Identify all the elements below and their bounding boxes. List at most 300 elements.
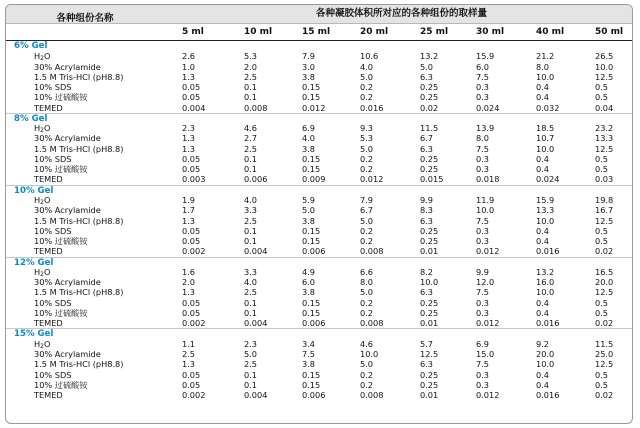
table-cell: 0.2: [360, 379, 374, 390]
table-cell: 0.3: [476, 92, 490, 103]
table-cell: 0.004: [244, 390, 268, 401]
table-cell: 0.2: [360, 225, 374, 236]
table-row: [6, 349, 632, 359]
table-cell: 9.9: [476, 266, 490, 277]
component-label: $H_2O$: [34, 338, 51, 350]
volume-columns-header: [6, 24, 632, 41]
table-cell: 0.1: [244, 297, 258, 308]
table-cell: 0.012: [476, 390, 500, 401]
table-cell: 8.0: [536, 61, 550, 72]
table-row: [6, 92, 632, 102]
table-cell: 0.4: [536, 225, 550, 236]
table-cell: 0.05: [182, 307, 201, 318]
table-cell: 0.1: [244, 153, 258, 164]
table-cell: 6.7: [360, 205, 374, 216]
table-cell: 7.9: [360, 194, 374, 205]
table-cell: 0.3: [476, 236, 490, 247]
component-label: TEMED: [34, 174, 63, 185]
table-cell: 0.012: [476, 318, 500, 329]
component-label: $H_2O$: [34, 266, 51, 278]
table-cell: 1.7: [182, 205, 196, 216]
table-cell: 12.5: [595, 215, 614, 226]
table-row: [6, 62, 632, 72]
table-cell: 3.4: [302, 338, 316, 349]
table-cell: 7.5: [476, 359, 490, 370]
component-label: 10% 过硫酸铵: [34, 92, 88, 103]
table-cell: 0.03: [595, 174, 614, 185]
table-cell: 6.0: [476, 61, 490, 72]
table-cell: 0.016: [360, 102, 384, 113]
table-cell: 5.7: [420, 338, 434, 349]
table-cell: 4.9: [302, 266, 316, 277]
table-cell: 25.0: [595, 348, 614, 359]
table-cell: 0.4: [536, 379, 550, 390]
table-cell: 18.5: [536, 123, 555, 134]
table-cell: 5.0: [244, 348, 258, 359]
table-cell: 3.3: [244, 205, 258, 216]
table-cell: 10.7: [536, 133, 555, 144]
table-cell: 4.6: [360, 338, 374, 349]
table-cell: 0.2: [360, 164, 374, 175]
table-cell: 7.5: [476, 287, 490, 298]
component-label: 10% 过硫酸铵: [34, 379, 88, 390]
table-cell: 6.9: [476, 338, 490, 349]
table-cell: 2.5: [244, 215, 258, 226]
volume-column-header: 50 ml: [595, 27, 624, 37]
table-cell: 0.002: [182, 318, 206, 329]
table-cell: 15.9: [536, 194, 555, 205]
component-label: 10% SDS: [34, 369, 72, 380]
table-cell: 0.25: [420, 153, 439, 164]
table-row: [6, 298, 632, 308]
gel-title: 10% Gel: [14, 185, 54, 196]
table-cell: 13.2: [420, 51, 439, 62]
component-label: 10% SDS: [34, 82, 72, 93]
component-label: 10% SDS: [34, 297, 72, 308]
table-cell: 5.0: [360, 215, 374, 226]
table-cell: 0.15: [302, 307, 321, 318]
table-cell: 16.5: [595, 266, 614, 277]
table-cell: 0.25: [420, 369, 439, 380]
table-cell: 0.5: [595, 164, 609, 175]
gel-title: 6% Gel: [14, 41, 48, 51]
table-cell: 12.5: [595, 143, 614, 154]
table-cell: 12.5: [595, 71, 614, 82]
table-cell: 6.7: [420, 133, 434, 144]
table-cell: 0.5: [595, 369, 609, 380]
table-cell: 6.9: [302, 123, 316, 134]
table-cell: 0.008: [360, 318, 384, 329]
table-cell: 0.04: [595, 102, 614, 113]
volume-column-header: 20 ml: [360, 27, 389, 37]
table-cell: 0.016: [536, 246, 560, 257]
table-cell: 0.4: [536, 297, 550, 308]
table-cell: 8.0: [476, 133, 490, 144]
table-row: [6, 164, 632, 174]
table-cell: 12.5: [595, 287, 614, 298]
table-cell: 16.0: [536, 277, 555, 288]
component-label: 30% Acrylamide: [34, 133, 101, 144]
table-cell: 2.5: [244, 71, 258, 82]
table-cell: 0.012: [302, 102, 326, 113]
table-cell: 3.8: [302, 287, 316, 298]
volume-column-header: 30 ml: [476, 27, 505, 37]
component-label: 1.5 M Tris-HCl (pH8.8): [34, 143, 124, 154]
table-cell: 3.8: [302, 215, 316, 226]
table-cell: 15.9: [476, 51, 495, 62]
table-cell: 0.009: [302, 174, 326, 185]
table-cell: 13.3: [595, 133, 614, 144]
table-cell: 0.05: [182, 369, 201, 380]
table-cell: 4.0: [360, 61, 374, 72]
table-cell: 0.2: [360, 369, 374, 380]
table-cell: 3.8: [302, 71, 316, 82]
table-cell: 6.3: [420, 143, 434, 154]
table-cell: 7.5: [476, 215, 490, 226]
table-cell: 10.6: [360, 51, 379, 62]
table-cell: 10.0: [360, 348, 379, 359]
volume-column-header: 10 ml: [244, 27, 273, 37]
table-cell: 0.4: [536, 153, 550, 164]
table-cell: 0.2: [360, 297, 374, 308]
table-cell: 4.6: [244, 123, 258, 134]
table-cell: 0.032: [536, 102, 560, 113]
component-label: $H_2O$: [34, 194, 51, 206]
component-label: 1.5 M Tris-HCl (pH8.8): [34, 71, 124, 82]
table-row: [6, 103, 632, 113]
table-cell: 0.15: [302, 225, 321, 236]
table-cell: 1.3: [182, 215, 196, 226]
table-cell: 3.3: [244, 266, 258, 277]
gel-title: 15% Gel: [14, 329, 54, 340]
table-cell: 0.016: [536, 390, 560, 401]
table-cell: 5.0: [360, 359, 374, 370]
table-cell: 0.5: [595, 225, 609, 236]
table-cell: 10.0: [420, 277, 439, 288]
table-cell: 0.25: [420, 307, 439, 318]
component-label: 30% Acrylamide: [34, 277, 101, 288]
table-cell: 2.0: [182, 277, 196, 288]
table-cell: 20.0: [536, 348, 555, 359]
table-cell: 10.0: [536, 287, 555, 298]
table-cell: 1.3: [182, 71, 196, 82]
table-cell: 0.2: [360, 92, 374, 103]
table-cell: 0.006: [244, 174, 268, 185]
component-label: $H_2O$: [34, 51, 51, 63]
table-cell: 23.2: [595, 123, 614, 134]
table-cell: 4.0: [302, 133, 316, 144]
table-cell: 0.3: [476, 307, 490, 318]
table-cell: 0.015: [420, 174, 444, 185]
table-cell: 0.2: [360, 153, 374, 164]
component-label: 1.5 M Tris-HCl (pH8.8): [34, 215, 124, 226]
table-cell: 0.05: [182, 225, 201, 236]
table-cell: 0.5: [595, 153, 609, 164]
gel-section-title: [6, 257, 632, 267]
table-cell: 0.05: [182, 297, 201, 308]
table-cell: 0.02: [595, 246, 614, 257]
table-cell: 1.0: [182, 61, 196, 72]
table-cell: 2.0: [244, 61, 258, 72]
table-cell: 11.9: [476, 194, 495, 205]
table-cell: 2.5: [244, 143, 258, 154]
table-cell: 0.1: [244, 164, 258, 175]
table-cell: 5.0: [360, 143, 374, 154]
table-cell: 0.5: [595, 236, 609, 247]
table-row: [6, 195, 632, 205]
table-row: [6, 51, 632, 61]
table-cell: 20.0: [595, 277, 614, 288]
table-row: [6, 277, 632, 287]
table-cell: 0.008: [360, 246, 384, 257]
table-row: [6, 82, 632, 92]
component-label: TEMED: [34, 318, 63, 329]
volume-column-header: 15 ml: [302, 27, 331, 37]
table-cell: 0.25: [420, 164, 439, 175]
table-cell: 0.25: [420, 236, 439, 247]
table-cell: 0.3: [476, 369, 490, 380]
table-cell: 0.05: [182, 153, 201, 164]
table-cell: 21.2: [536, 51, 555, 62]
table-cell: 0.4: [536, 236, 550, 247]
table-cell: 0.01: [420, 390, 439, 401]
table-cell: 5.9: [302, 194, 316, 205]
table-cell: 0.01: [420, 318, 439, 329]
table-row: [6, 123, 632, 133]
component-label: TEMED: [34, 246, 63, 257]
table-cell: 0.15: [302, 297, 321, 308]
table-cell: 0.1: [244, 236, 258, 247]
table-row: [6, 236, 632, 246]
table-cell: 8.0: [360, 277, 374, 288]
table-cell: 0.15: [302, 236, 321, 247]
table-cell: 0.024: [476, 102, 500, 113]
table-cell: 10.0: [536, 143, 555, 154]
table-cell: 0.05: [182, 236, 201, 247]
table-cell: 0.25: [420, 225, 439, 236]
table-cell: 0.002: [182, 390, 206, 401]
table-cell: 0.3: [476, 379, 490, 390]
table-cell: 0.1: [244, 369, 258, 380]
table-cell: 3.8: [302, 143, 316, 154]
recipe-table: [5, 4, 633, 424]
table-cell: 1.9: [182, 194, 196, 205]
table-cell: 3.0: [302, 61, 316, 72]
table-cell: 0.02: [420, 102, 439, 113]
table-cell: 0.02: [595, 390, 614, 401]
table-row: [6, 144, 632, 154]
table-cell: 0.016: [536, 318, 560, 329]
table-row: [6, 390, 632, 400]
table-cell: 4.0: [244, 277, 258, 288]
table-cell: 8.3: [420, 205, 434, 216]
volume-column-header: 25 ml: [420, 27, 449, 37]
component-label: 1.5 M Tris-HCl (pH8.8): [34, 287, 124, 298]
table-cell: 13.3: [536, 205, 555, 216]
table-cell: 2.3: [182, 123, 196, 134]
table-cell: 12.5: [420, 348, 439, 359]
table-cell: 7.5: [476, 143, 490, 154]
table-cell: 0.012: [476, 246, 500, 257]
table-cell: 6.6: [360, 266, 374, 277]
table-cell: 0.006: [302, 246, 326, 257]
table-cell: 0.006: [302, 390, 326, 401]
table-cell: 0.15: [302, 153, 321, 164]
table-cell: 5.0: [360, 287, 374, 298]
table-cell: 0.008: [360, 390, 384, 401]
table-cell: 16.7: [595, 205, 614, 216]
table-cell: 10.0: [536, 359, 555, 370]
table-cell: 2.5: [244, 359, 258, 370]
table-cell: 0.012: [360, 174, 384, 185]
table-row: [6, 370, 632, 380]
table-cell: 6.3: [420, 359, 434, 370]
table-cell: 0.002: [182, 246, 206, 257]
table-cell: 9.9: [420, 194, 434, 205]
table-row: [6, 318, 632, 328]
table-cell: 0.5: [595, 92, 609, 103]
table-cell: 0.006: [302, 318, 326, 329]
table-cell: 9.3: [360, 123, 374, 134]
component-label: 10% SDS: [34, 153, 72, 164]
table-header: [6, 5, 632, 24]
table-cell: 3.8: [302, 359, 316, 370]
table-body: [6, 41, 632, 400]
table-cell: 0.5: [595, 82, 609, 93]
table-cell: 0.4: [536, 307, 550, 318]
table-cell: 0.15: [302, 82, 321, 93]
table-cell: 0.25: [420, 92, 439, 103]
table-cell: 2.6: [182, 51, 196, 62]
table-cell: 5.0: [420, 61, 434, 72]
table-cell: 0.004: [182, 102, 206, 113]
table-cell: 0.05: [182, 379, 201, 390]
table-cell: 0.15: [302, 164, 321, 175]
table-cell: 2.5: [182, 348, 196, 359]
table-cell: 0.003: [182, 174, 206, 185]
table-cell: 1.1: [182, 338, 196, 349]
table-cell: 26.5: [595, 51, 614, 62]
table-cell: 1.6: [182, 266, 196, 277]
table-cell: 15.0: [476, 348, 495, 359]
table-cell: 19.8: [595, 194, 614, 205]
table-cell: 7.5: [302, 348, 316, 359]
gel-title: 8% Gel: [14, 113, 48, 124]
table-cell: 0.008: [244, 102, 268, 113]
table-cell: 12.5: [595, 359, 614, 370]
table-cell: 8.2: [420, 266, 434, 277]
table-cell: 5.3: [360, 133, 374, 144]
table-cell: 0.3: [476, 153, 490, 164]
table-cell: 1.3: [182, 133, 196, 144]
table-row: [6, 133, 632, 143]
table-cell: 10.0: [476, 205, 495, 216]
table-cell: 2.5: [244, 287, 258, 298]
table-cell: 0.3: [476, 225, 490, 236]
table-row: [6, 339, 632, 349]
table-cell: 1.3: [182, 287, 196, 298]
table-cell: 0.4: [536, 82, 550, 93]
component-label: 10% 过硫酸铵: [34, 164, 88, 175]
table-cell: 0.02: [595, 318, 614, 329]
table-cell: 0.2: [360, 236, 374, 247]
gel-section-title: [6, 185, 632, 195]
gel-section-title: [6, 113, 632, 123]
table-cell: 0.1: [244, 379, 258, 390]
gel-section-title: [6, 41, 632, 51]
table-cell: 2.7: [244, 133, 258, 144]
table-cell: 0.1: [244, 82, 258, 93]
table-row: [6, 287, 632, 297]
table-row: [6, 267, 632, 277]
table-cell: 0.05: [182, 164, 201, 175]
table-cell: 0.004: [244, 246, 268, 257]
component-label: TEMED: [34, 102, 63, 113]
table-cell: 2.3: [244, 338, 258, 349]
component-label: $H_2O$: [34, 123, 51, 135]
volume-title-header: 各种凝胶体积所对应的各种组份的取样量: [315, 8, 487, 19]
table-cell: 0.15: [302, 92, 321, 103]
table-cell: 0.3: [476, 82, 490, 93]
table-row: [6, 174, 632, 184]
table-cell: 0.15: [302, 379, 321, 390]
table-cell: 0.4: [536, 369, 550, 380]
table-cell: 10.0: [536, 215, 555, 226]
component-label: 30% Acrylamide: [34, 205, 101, 216]
table-row: [6, 205, 632, 215]
table-cell: 9.2: [536, 338, 550, 349]
table-cell: 0.1: [244, 225, 258, 236]
table-cell: 0.25: [420, 297, 439, 308]
table-cell: 5.0: [302, 205, 316, 216]
table-cell: 10.0: [595, 61, 614, 72]
table-row: [6, 359, 632, 369]
table-cell: 6.3: [420, 71, 434, 82]
component-name-header: 各种组份名称: [56, 13, 114, 24]
table-cell: 0.05: [182, 92, 201, 103]
table-cell: 0.018: [476, 174, 500, 185]
table-row: [6, 380, 632, 390]
table-cell: 12.0: [476, 277, 495, 288]
table-row: [6, 226, 632, 236]
table-row: [6, 246, 632, 256]
volume-column-header: 40 ml: [536, 27, 565, 37]
table-cell: 0.2: [360, 307, 374, 318]
table-cell: 7.9: [302, 51, 316, 62]
table-row: [6, 216, 632, 226]
table-cell: 0.5: [595, 307, 609, 318]
table-row: [6, 308, 632, 318]
table-cell: 0.01: [420, 246, 439, 257]
table-cell: 1.3: [182, 359, 196, 370]
component-label: TEMED: [34, 390, 63, 401]
table-cell: 13.2: [536, 266, 555, 277]
table-cell: 6.0: [302, 277, 316, 288]
table-row: [6, 154, 632, 164]
component-label: 1.5 M Tris-HCl (pH8.8): [34, 359, 124, 370]
table-cell: 0.1: [244, 92, 258, 103]
component-label: 30% Acrylamide: [34, 61, 101, 72]
table-cell: 0.4: [536, 92, 550, 103]
table-cell: 0.3: [476, 164, 490, 175]
table-cell: 0.05: [182, 82, 201, 93]
table-row: [6, 72, 632, 82]
table-cell: 1.3: [182, 143, 196, 154]
table-cell: 7.5: [476, 71, 490, 82]
component-label: 10% 过硫酸铵: [34, 236, 88, 247]
table-cell: 5.3: [244, 51, 258, 62]
table-cell: 5.0: [360, 71, 374, 82]
